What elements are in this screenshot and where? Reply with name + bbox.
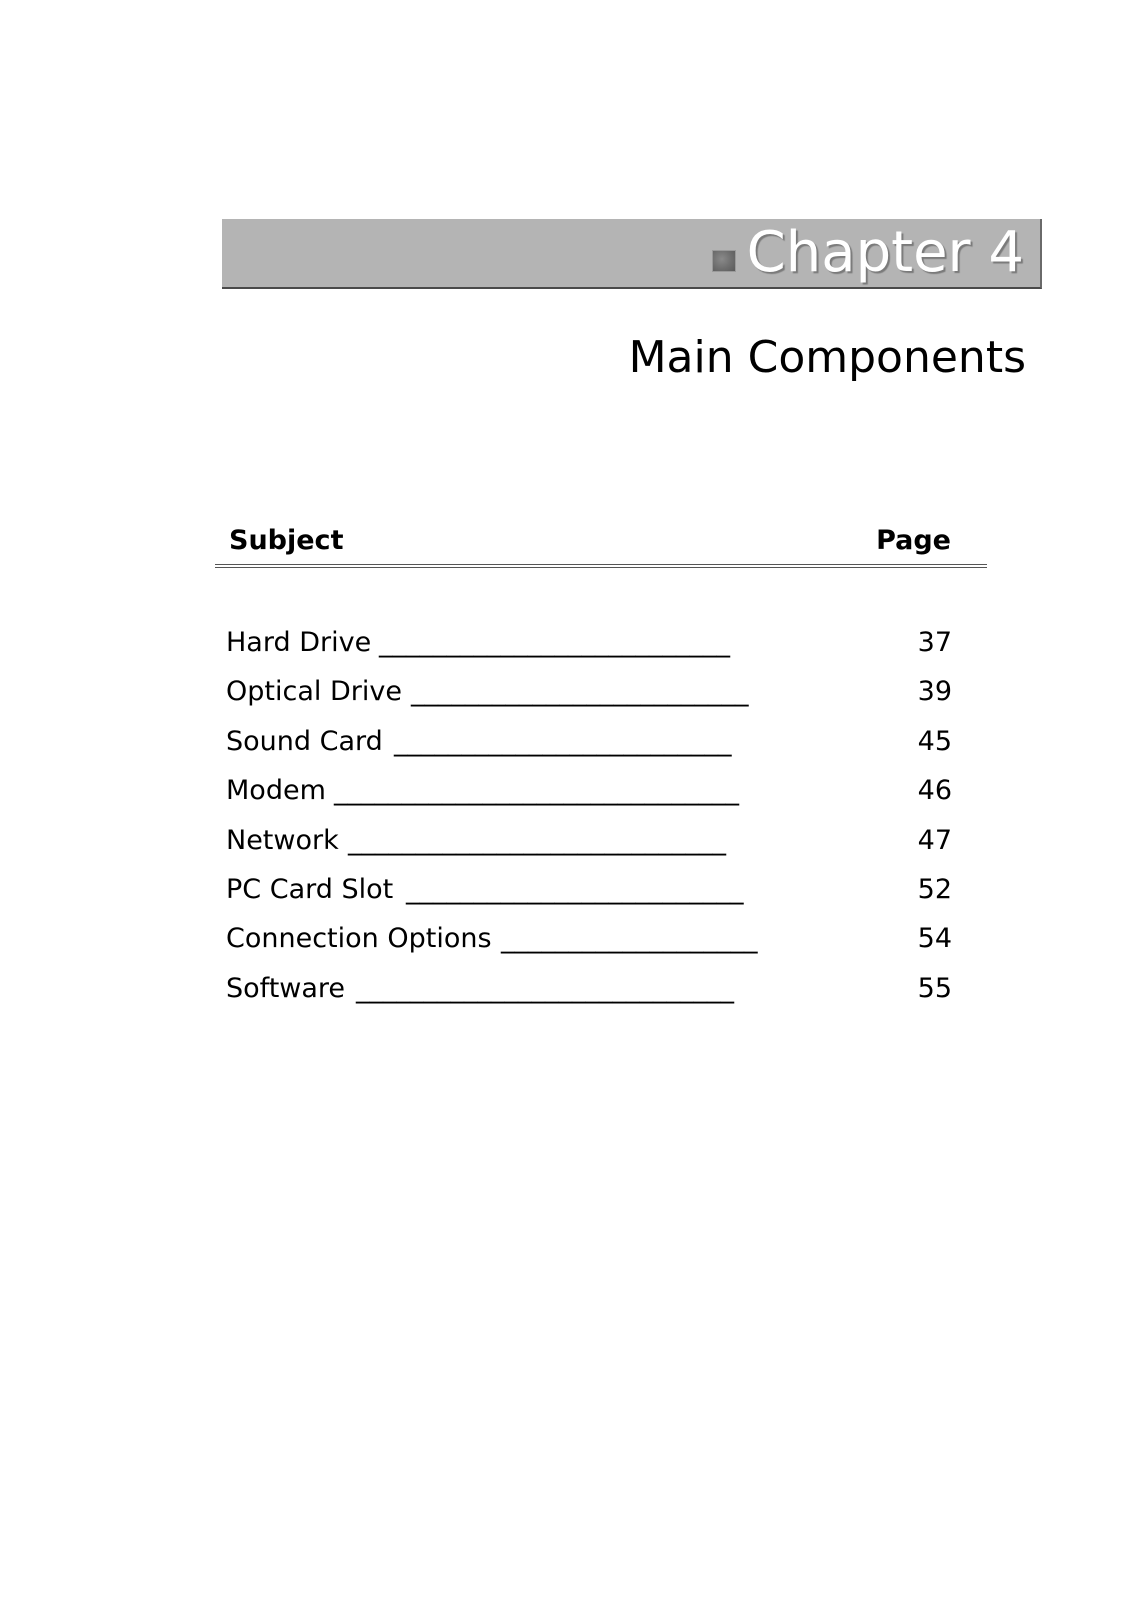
toc-leader: ____________________________ — [348, 824, 726, 856]
toc-leader: _________________________ — [406, 873, 744, 905]
chapter-banner — [222, 219, 1042, 289]
toc-row-sound-card[interactable] — [226, 722, 952, 771]
toc-row-optical-drive[interactable] — [226, 672, 952, 721]
chapter-title: Chapter 4 — [746, 220, 1024, 285]
toc-subject: Connection Options — [226, 923, 492, 955]
toc-row-network[interactable] — [226, 821, 952, 870]
toc-page-number: 46 — [917, 775, 952, 807]
toc-subject: Optical Drive — [226, 676, 402, 708]
toc-leader: ___________________ — [501, 923, 758, 955]
toc-list — [226, 623, 952, 1018]
toc-subject: Hard Drive — [226, 627, 372, 658]
square-bullet-icon — [712, 250, 736, 272]
toc-leader: ______________________________ — [334, 775, 739, 807]
toc-page-number: 47 — [917, 824, 952, 856]
toc-page-number: 39 — [917, 676, 952, 708]
toc-header — [215, 520, 987, 568]
toc-page-number: 55 — [917, 972, 952, 1004]
toc-subject: Network — [226, 824, 339, 856]
toc-page-number: 45 — [917, 725, 952, 757]
toc-row-software[interactable] — [226, 969, 952, 1018]
toc-subject: Modem — [226, 775, 326, 807]
toc-leader: ____________________________ — [356, 972, 734, 1004]
toc-subject: Software — [226, 972, 346, 1004]
toc-row-modem[interactable] — [226, 771, 952, 820]
toc-page-number: 52 — [917, 873, 952, 905]
toc-page-number: 54 — [917, 923, 952, 955]
toc-leader: __________________________ — [379, 627, 730, 658]
toc-page-number: 37 — [917, 627, 952, 658]
toc-row-connection-options[interactable] — [226, 919, 952, 968]
toc-leader: _________________________ — [411, 676, 749, 708]
toc-subject: Sound Card — [226, 725, 383, 757]
toc-header-subject: Subject — [229, 525, 344, 556]
section-title: Main Components — [628, 332, 1026, 383]
toc-subject: PC Card Slot — [226, 873, 394, 905]
toc-row-pc-card-slot[interactable] — [226, 870, 952, 919]
toc-leader: _________________________ — [394, 725, 732, 757]
toc-row-hard-drive[interactable] — [226, 623, 952, 672]
toc-header-page: Page — [876, 525, 951, 556]
